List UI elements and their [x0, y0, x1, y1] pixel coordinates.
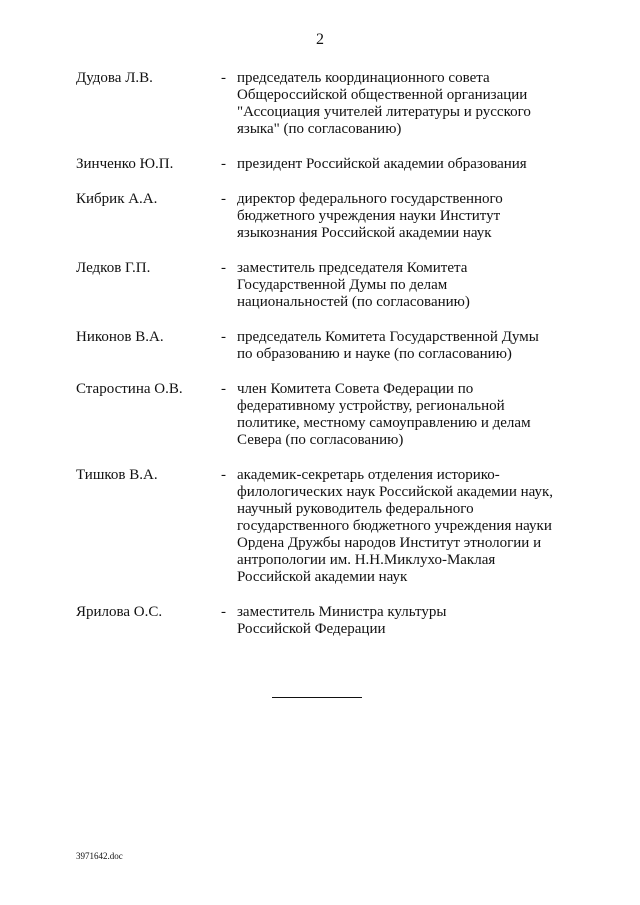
member-role: председатель Комитета Государственной Думы по образованию и науке (по согласованию) [237, 329, 539, 362]
member-name: Зинченко Ю.П. [76, 156, 174, 172]
separator-dash: - [221, 191, 226, 207]
list-item-member-1 [76, 70, 596, 138]
member-name: Ледков Г.П. [76, 260, 151, 276]
member-name: Никонов В.А. [76, 329, 164, 345]
separator-dash: - [221, 260, 226, 276]
list-item-member-7 [76, 467, 596, 586]
member-role: председатель координационного совета Общероссийской общественной организации "Ассоциация учителей литературы и русского языка" (по согласованию) [237, 70, 531, 137]
member-role: директор федерального государственного бюджетного учреждения науки Институт языкознания Российской академии наук [237, 191, 503, 241]
list-item-member-8 [76, 604, 596, 638]
closing-divider [272, 697, 362, 698]
list-item-member-3 [76, 191, 596, 242]
member-name: Ярилова О.С. [76, 604, 163, 620]
member-role: академик-секретарь отделения историко- филологических наук Российской академии наук, научный руководитель федерального государственного бюджетного учреждения науки Ордена Дружбы народов Институт этнологии и антропологии им. Н.Н.Миклухо-Маклая Российской академии наук [237, 467, 554, 585]
separator-dash: - [221, 70, 226, 86]
member-name: Тишков В.А. [76, 467, 158, 483]
page-number: 2 [316, 31, 324, 48]
separator-dash: - [221, 156, 226, 172]
list-item-member-6 [76, 381, 596, 449]
list-item-member-5 [76, 329, 596, 363]
member-name: Старостина О.В. [76, 381, 183, 397]
member-list [76, 70, 596, 656]
member-role: президент Российской академии образования [237, 156, 527, 172]
member-name: Дудова Л.В. [76, 70, 153, 86]
member-role: заместитель Министра культуры Российской Федерации [237, 604, 447, 637]
separator-dash: - [221, 381, 226, 397]
separator-dash: - [221, 467, 226, 483]
separator-dash: - [221, 604, 226, 620]
file-reference: 3971642.doc [76, 851, 123, 861]
member-name: Кибрик А.А. [76, 191, 158, 207]
member-role: заместитель председателя Комитета Государственной Думы по делам национальностей (по согласованию) [237, 260, 470, 310]
list-item-member-2 [76, 156, 596, 173]
separator-dash: - [221, 329, 226, 345]
member-role: член Комитета Совета Федерации по федеративному устройству, региональной политике, местному самоуправлению и делам Севера (по согласованию) [237, 381, 531, 448]
list-item-member-4 [76, 260, 596, 311]
